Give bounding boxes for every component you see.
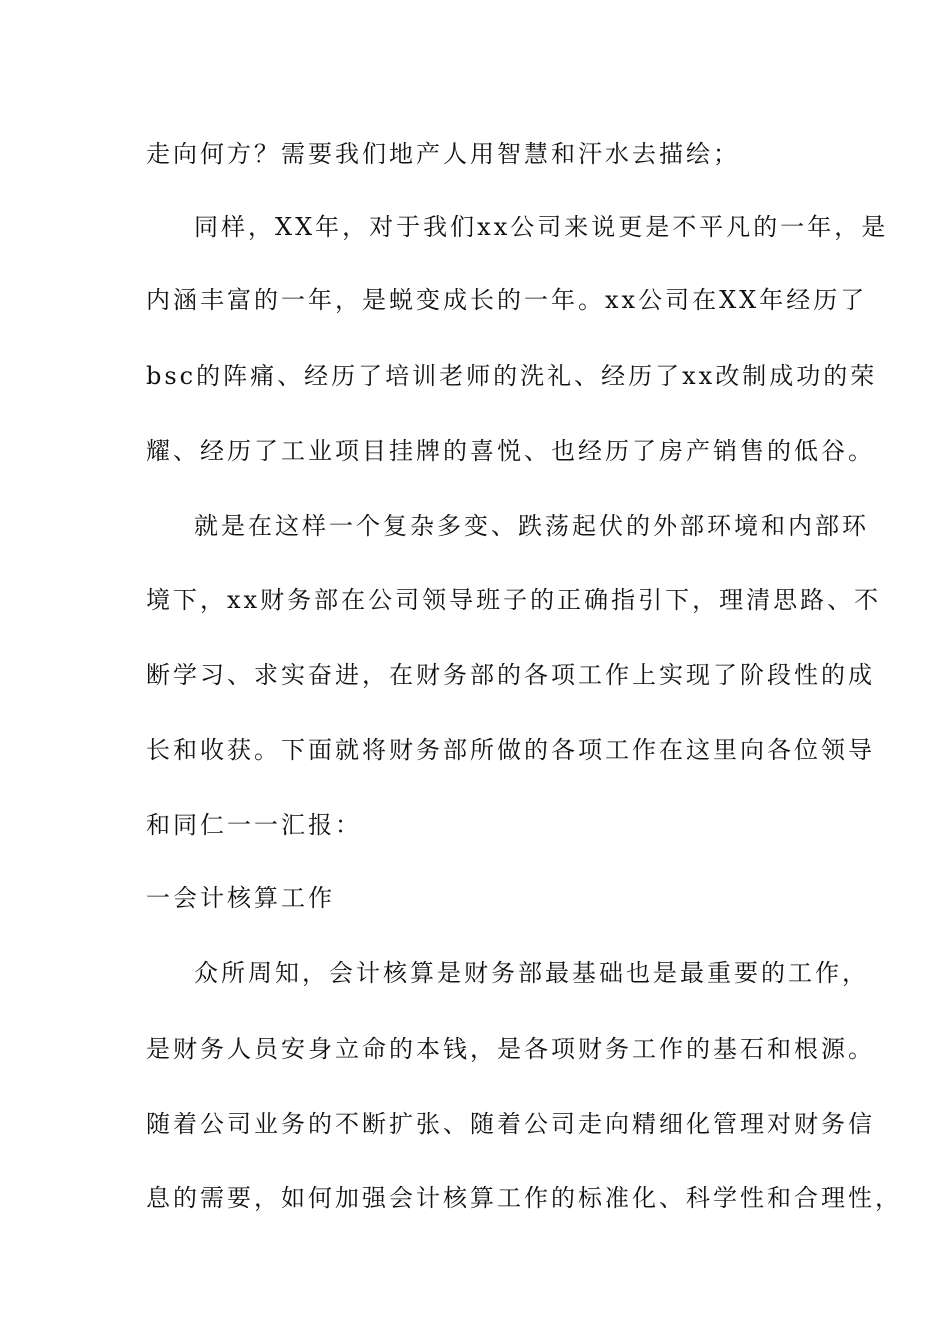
text-line: 境下，xx财务部在公司领导班子的正确指引下，理清思路、不 xyxy=(146,586,882,614)
text-line: 长和收获。下面就将财务部所做的各项工作在这里向各位领导 xyxy=(146,736,875,764)
paragraph-first-line: 同样，XX年，对于我们xx公司来说更是不平凡的一年，是 xyxy=(194,213,889,241)
paragraph-first-line: 就是在这样一个复杂多变、跌荡起伏的外部环境和内部环 xyxy=(194,512,869,540)
text-line: 和同仁一一汇报： xyxy=(146,811,362,839)
text-line: bsc的阵痛、经历了培训老师的洗礼、经历了xx改制成功的荣 xyxy=(146,362,878,390)
paragraph-first-line: 众所周知，会计核算是财务部最基础也是最重要的工作， xyxy=(194,959,869,987)
text-line: 内涵丰富的一年，是蜕变成长的一年。xx公司在XX年经历了 xyxy=(146,286,868,314)
text-line: 随着公司业务的不断扩张、随着公司走向精细化管理对财务信 xyxy=(146,1110,875,1138)
text-line: 息的需要，如何加强会计核算工作的标准化、科学性和合理性， xyxy=(146,1184,902,1212)
text-line: 耀、经历了工业项目挂牌的喜悦、也经历了房产销售的低谷。 xyxy=(146,437,875,465)
text-line: 走向何方？需要我们地产人用智慧和汗水去描绘； xyxy=(146,140,740,168)
text-line: 断学习、求实奋进，在财务部的各项工作上实现了阶段性的成 xyxy=(146,661,875,689)
text-line: 是财务人员安身立命的本钱，是各项财务工作的基石和根源。 xyxy=(146,1035,875,1063)
section-heading: 一会计核算工作 xyxy=(146,884,335,912)
